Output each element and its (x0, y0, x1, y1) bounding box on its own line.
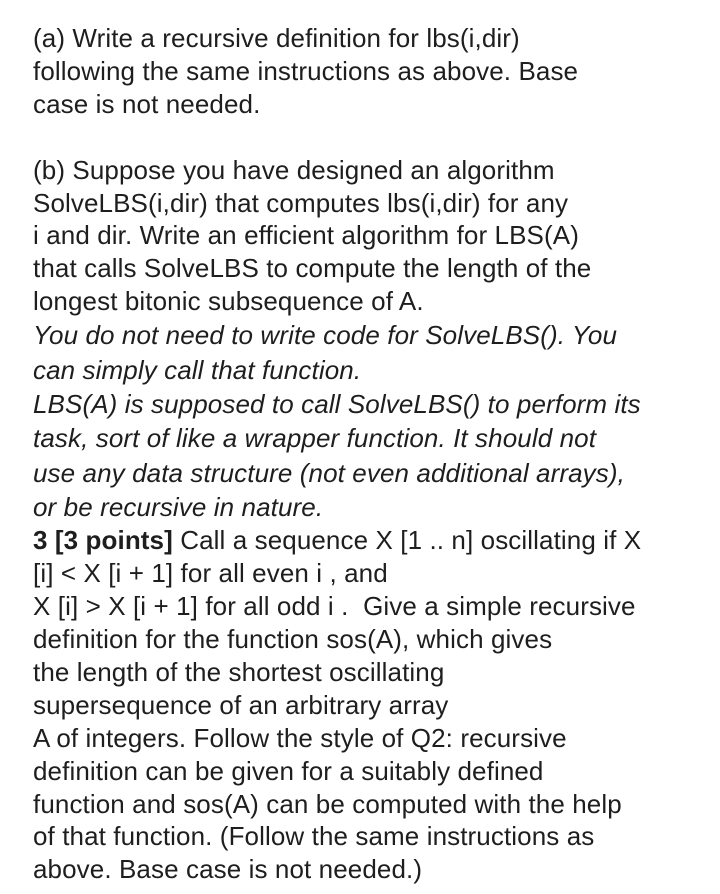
part-b-instruction-line: can simply call that function. (33, 354, 362, 385)
part-a-line: (a) Write a recursive definition for lbs(i,dir) (33, 23, 520, 53)
question-document (33, 22, 705, 886)
question-3-line: definition can be given for a suitably defined (33, 755, 544, 786)
question-3-line: supersequence of an arbitrary array (33, 689, 449, 720)
part-b (33, 154, 705, 318)
question-3-line: X [i] > X [i + 1] for all odd i . Give a simple recursive (33, 591, 636, 622)
part-b-instruction-line: You do not need to write code for SolveLBS(). You (33, 320, 618, 351)
question-3-line: A of integers. Follow the style of Q2: recursive (33, 722, 567, 753)
part-a (33, 22, 705, 121)
question-3-line: function and sos(A) can be computed with the help (33, 788, 622, 819)
part-a-line: case is not needed. (33, 88, 261, 119)
part-b-instructions (33, 318, 705, 524)
question-3-line: definition for the function sos(A), which gives (33, 624, 553, 655)
question-3-line: the length of the shortest oscillating (33, 657, 445, 688)
part-b-line: i and dir. Write an efficient algorithm for LBS(A) (33, 220, 579, 251)
part-a-line: following the same instructions as above. Base (33, 55, 579, 86)
part-b-instruction-line: or be recursive in nature. (33, 492, 324, 523)
question-3-line: above. Base case is not needed.) (33, 854, 423, 885)
question-3-intro: Call a sequence X [1 .. n] oscillating if X (172, 525, 642, 556)
question-3-line: [i] < X [i + 1] for all even i , and (33, 558, 388, 589)
part-b-line: longest bitonic subsequence of A. (33, 286, 424, 317)
part-b-line: that calls SolveLBS to compute the length of the (33, 253, 592, 284)
part-b-line: (b) Suppose you have designed an algorithm (33, 154, 555, 185)
part-b-instruction-line: LBS(A) is supposed to call SolveLBS() to perform its (33, 388, 641, 419)
part-b-instruction-line: use any data structure (not even additional arrays), (33, 457, 625, 488)
question-3-line: of that function. (Follow the same instructions as (33, 821, 595, 852)
part-b-instruction-line: task, sort of like a wrapper function. It should not (33, 423, 597, 454)
question-3-first-line (33, 524, 705, 557)
question-3-heading: 3 [3 points] (33, 525, 173, 556)
paragraph-spacer (33, 121, 705, 154)
question-3 (33, 524, 705, 886)
part-b-line: SolveLBS(i,dir) that computes lbs(i,dir) for any (33, 187, 569, 218)
